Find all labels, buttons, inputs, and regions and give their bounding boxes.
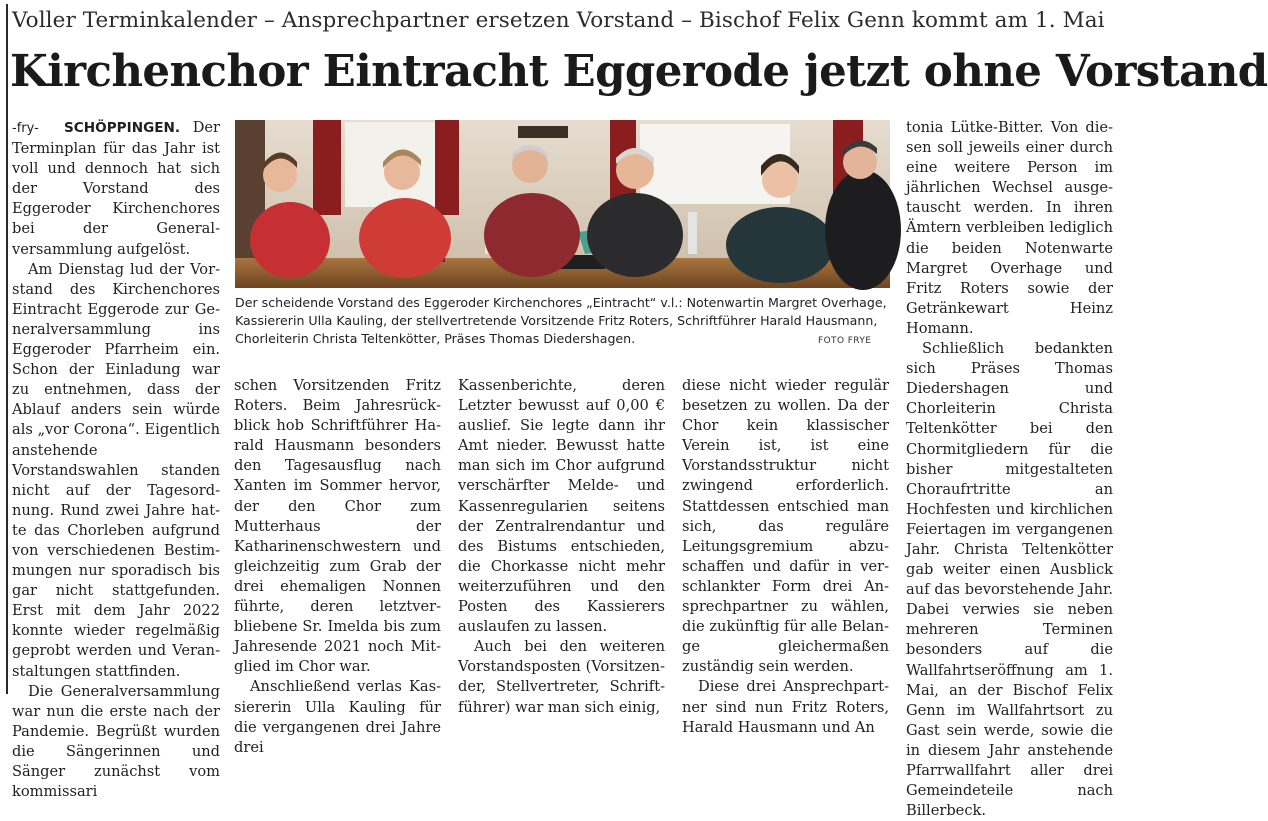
paragraph: Auch bei den weiteren Vorstandsposten (Vorsitzender, Stellvertreter, Schriftführer) war man sich einig, — [458, 638, 665, 716]
photo-choir-board-meeting — [235, 120, 890, 288]
lead-text: Der Terminplan für das Jahr ist voll und dennoch hat sich der Vorstand des Eggeroder Kirchenchores bei der Generalversammlung aufgelöst. — [12, 119, 221, 258]
paragraph: Schließlich bedankten sich Präses Thomas Diedershagen und Chorleiterin Christa Teltenkötter bei den Chormitgliedern für die bisher mitgestalteten Choraufrtritte an Hochfesten und kirchlichen Feiertagen im vergangenen Jahr. Christa Teltenkötter gab weiter einen Ausblick auf das bevorstehende Jahr. Dabei verwies sie neben mehreren Terminen besonders auf die Wallfahrtseröffnung am 1. Mai, an der Bischof Felix Genn im Wallfahrtsort zu Gast sein werde, sowie die in diesem Jahr anstehende Pfarrwallfahrt aller drei Gemeindeteile nach Billerbeck. — [906, 340, 1113, 820]
headline: Kirchenchor Eintracht Eggerode jetzt ohne Vorstand — [10, 46, 1268, 97]
text-column-2 — [234, 376, 441, 758]
byline: -fry- — [12, 121, 39, 136]
paragraph: Am Dienstag lud der Vorstand des Kirchenchores Eintracht Eggerode zur Generalversammlung ins Eggeroder Pfarrheim ein. Schon der Einladung war zu entnehmen, dass der Ablauf anders sein würde als „vor Corona“. Eigentlich anstehende Vorstandswahlen standen nicht auf der Tagesordnung. Rund zwei Jahre hatte das Chorleben aufgrund von verschiedenen Bestimmungen nur sporadisch bis gar nicht stattgefunden. Erst mit dem Jahr 2022 konnte wieder regelmäßig geprobt werden und Veranstaltungen stattfinden. — [12, 260, 220, 680]
kicker-subheadline: Voller Terminkalender – Ansprechpartner ersetzen Vorstand – Bischof Felix Genn kommt am 1. Mai — [12, 8, 1105, 33]
paragraph: diese nicht wieder regulär besetzen zu wollen. Da der Chor kein klassischer Verein ist, ist eine Vorstandsstruktur nicht zwingend erforderlich. Stattdessen entschied man sich, das reguläre Leitungsgremium abzuschaffen und dafür in verschlankter Form drei Ansprechpartner zu wählen, die zukünftig für alle Belange gleichermaßen zuständig sein werden. — [682, 377, 889, 676]
text-column-5 — [906, 118, 1113, 821]
paragraph: Anschließend verlas Kassiererin Ulla Kauling für die vergangenen drei Jahre drei — [234, 678, 441, 756]
text-column-1 — [12, 118, 220, 802]
paragraph: Kassenberichte, deren Letzter bewusst auf 0,00 € auslief. Sie legte dann ihr Amt nieder. Bewusst hatte man sich im Chor aufgrund verschärfter Melde- und Kassenregularien seitens der Zentralrendantur und des Bistums entschieden, die Chorkasse nicht mehr weiterzuführen und den Posten des Kassierers auslaufen zu lassen. — [458, 377, 665, 636]
paragraph: Diese drei Ansprechpartner sind nun Fritz Roters, Harald Hausmann und An — [682, 678, 889, 736]
left-margin-rule — [6, 4, 8, 694]
text-column-3 — [458, 376, 665, 718]
paragraph: Die Generalversammlung war nun die erste nach der Pandemie. Begrüßt wurden die Sängerinnen und Sänger zunächst vom kommissari — [12, 682, 220, 801]
photo-credit: FOTO FRYE — [818, 336, 872, 346]
paragraph: schen Vorsitzenden Fritz Roters. Beim Jahresrückblick hob Schriftführer Harald Hausmann besonders den Tagesausflug nach Xanten im Sommer hervor, der den Chor zum Mutterhaus der Katharinenschwestern und gleichzeitig zum Grab der drei ehemaligen Nonnen führte, deren letztverbliebene Sr. Imelda bis zum Jahresende 2021 noch Mitglied im Chor war. — [234, 377, 441, 676]
text-column-4 — [682, 376, 889, 738]
news-photo — [235, 120, 890, 288]
photo-caption: Der scheidende Vorstand des Eggeroder Kirchenchores „Eintracht“ v.l.: Notenwartin Margret Overhage, Kassiererin Ulla Kauling, der stellvertretende Vorsitzende Fritz Roters, Schriftführer Harald Hausmann, Chorleiterin Christa Teltenkötter, Präses Thomas Diedershagen. — [235, 295, 887, 346]
dateline: SCHÖPPINGEN. — [64, 120, 181, 136]
paragraph: tonia Lütke-Bitter. Von diesen soll jeweils einer durch eine weitere Person im jährlichen Wechsel ausgetauscht werden. In ihren Ämtern verbleiben lediglich die beiden Notenwarte Margret Overhage und Fritz Roters sowie der Getränkewart Heinz Homann. — [906, 119, 1113, 337]
lead-paragraph — [12, 118, 220, 260]
